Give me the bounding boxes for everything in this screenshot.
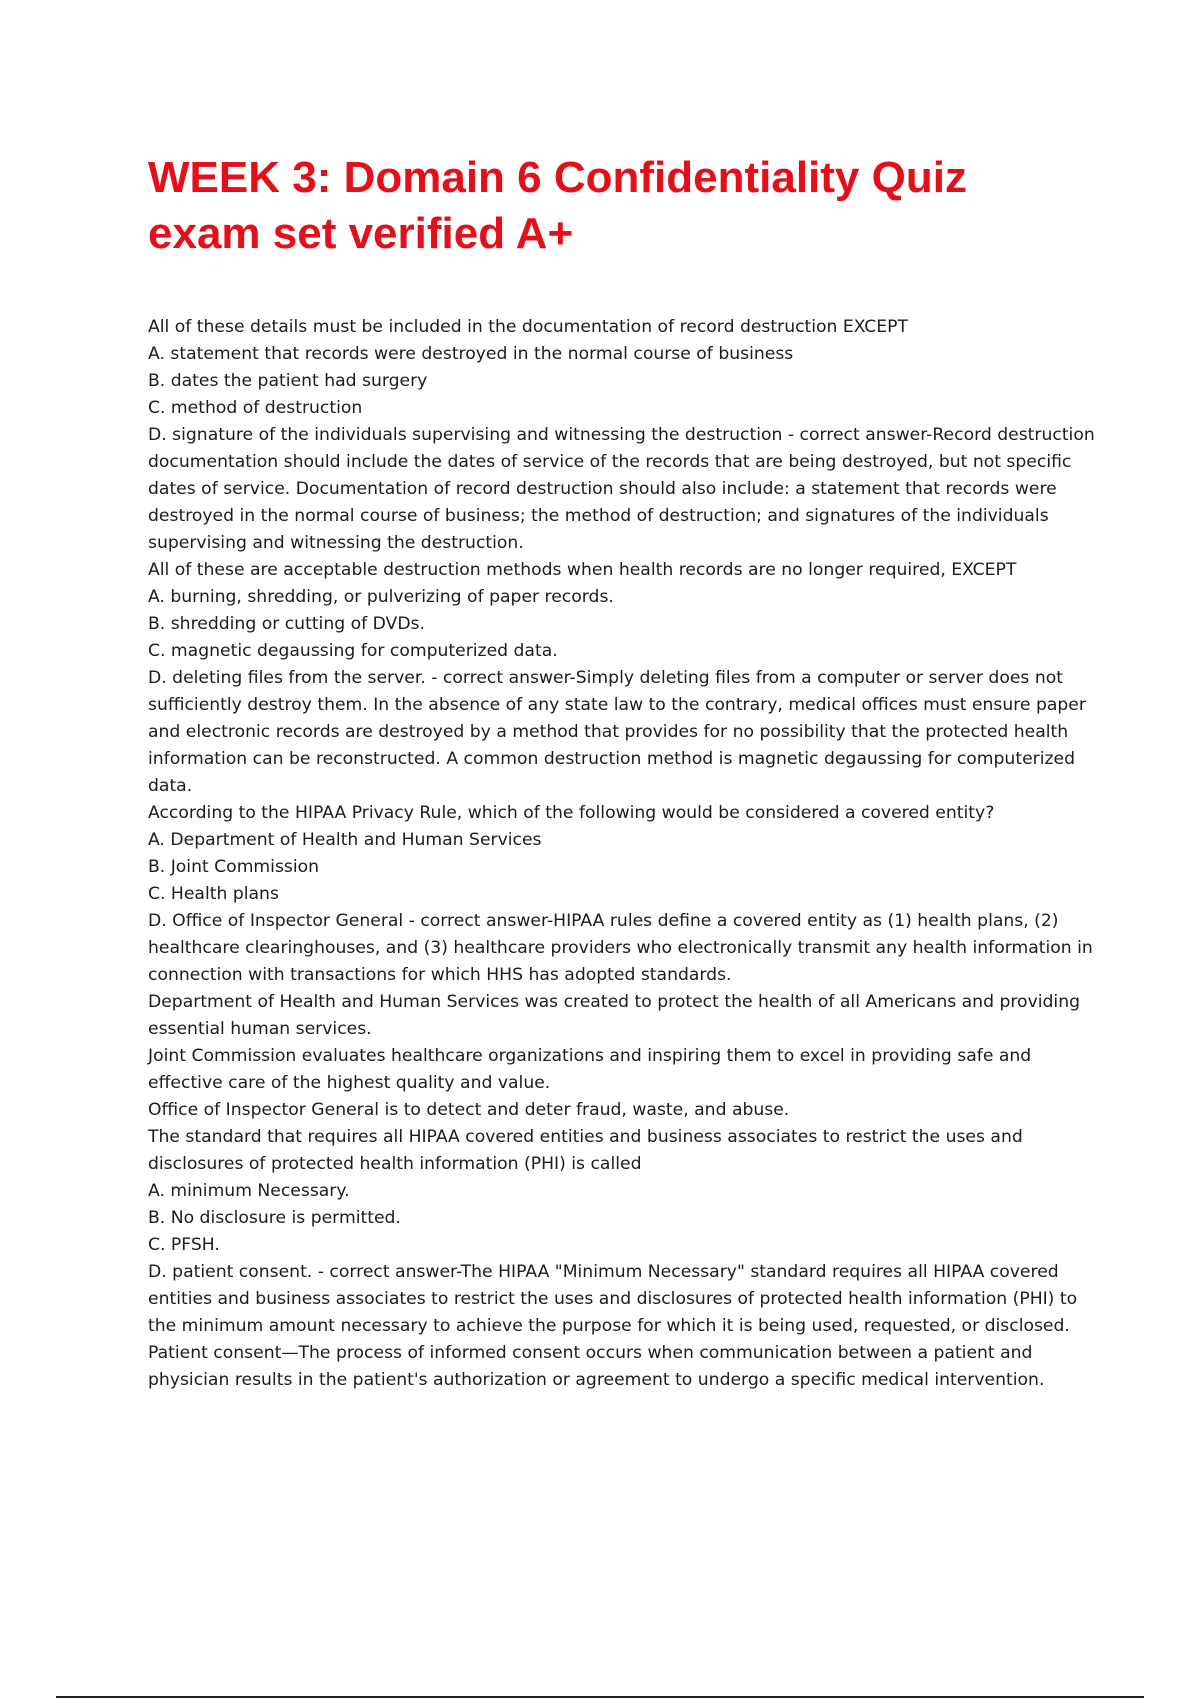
- question-3-option-b: B. Joint Commission: [148, 857, 320, 877]
- question-2-stem: All of these are acceptable destruction methods when health records are no longer required, EXCEPT: [148, 560, 1017, 580]
- question-3-explanation-hhs: Department of Health and Human Services was created to protect the health of all Americans and providing essential human services.: [148, 992, 1081, 1039]
- question-1-option-c: C. method of destruction: [148, 398, 363, 418]
- question-3-stem: According to the HIPAA Privacy Rule, which of the following would be considered a covered entity?: [148, 803, 995, 823]
- question-4-option-b: B. No disclosure is permitted.: [148, 1208, 401, 1228]
- quiz-body: [148, 314, 1098, 1394]
- question-1-stem: All of these details must be included in the documentation of record destruction EXCEPT: [148, 317, 909, 337]
- title-line-1: WEEK 3: Domain 6 Confidentiality Quiz: [148, 153, 967, 202]
- question-2-option-d-answer: D. deleting files from the server. - correct answer-Simply deleting files from a computer or server does not sufficiently destroy them. In the absence of any state law to the contrary, medical offices must ensure paper and electronic records are destroyed by a method that provides for no possibility that the protected health information can be reconstructed. A common destruction method is magnetic degaussing for computerized data.: [148, 668, 1086, 796]
- question-1-option-b: B. dates the patient had surgery: [148, 371, 428, 391]
- question-2-option-b: B. shredding or cutting of DVDs.: [148, 614, 425, 634]
- question-3-option-d-answer: D. Office of Inspector General - correct answer-HIPAA rules define a covered entity as (1) health plans, (2) healthcare clearinghouses, and (3) healthcare providers who electronically transmit any health information in connection with transactions for which HHS has adopted standards.: [148, 911, 1093, 985]
- question-3-explanation-oig: Office of Inspector General is to detect and deter fraud, waste, and abuse.: [148, 1100, 790, 1120]
- question-1-option-d-answer: D. signature of the individuals supervising and witnessing the destruction - correct answer-Record destruction documentation should include the dates of service of the records that are being destroyed, but not specific dates of service. Documentation of record destruction should also include: a statement that records were destroyed in the normal course of business; the method of destruction; and signatures of the individuals supervising and witnessing the destruction.: [148, 425, 1095, 553]
- question-3-option-c: C. Health plans: [148, 884, 279, 904]
- question-4-option-a: A. minimum Necessary.: [148, 1181, 350, 1201]
- question-2-option-c: C. magnetic degaussing for computerized data.: [148, 641, 558, 661]
- question-4-explanation-consent: Patient consent—The process of informed consent occurs when communication between a patient and physician results in the patient's authorization or agreement to undergo a specific medical intervention.: [148, 1343, 1045, 1390]
- question-4-option-c: C. PFSH.: [148, 1235, 220, 1255]
- question-4-stem: The standard that requires all HIPAA covered entities and business associates to restrict the uses and disclosures of protected health information (PHI) is called: [148, 1127, 1023, 1174]
- question-2-option-a: A. burning, shredding, or pulverizing of paper records.: [148, 587, 614, 607]
- question-3-explanation-jc: Joint Commission evaluates healthcare organizations and inspiring them to excel in providing safe and effective care of the highest quality and value.: [148, 1046, 1032, 1093]
- question-1-option-a: A. statement that records were destroyed in the normal course of business: [148, 344, 794, 364]
- title-line-2: exam set verified A+: [148, 209, 574, 258]
- footer-divider: [56, 1696, 1144, 1698]
- question-4-option-d-answer: D. patient consent. - correct answer-The HIPAA "Minimum Necessary" standard requires all HIPAA covered entities and business associates to restrict the uses and disclosures of protected health information (PHI) to the minimum amount necessary to achieve the purpose for which it is being used, requested, or disclosed.: [148, 1262, 1078, 1336]
- question-3-option-a: A. Department of Health and Human Services: [148, 830, 542, 850]
- page-title: [148, 150, 1108, 262]
